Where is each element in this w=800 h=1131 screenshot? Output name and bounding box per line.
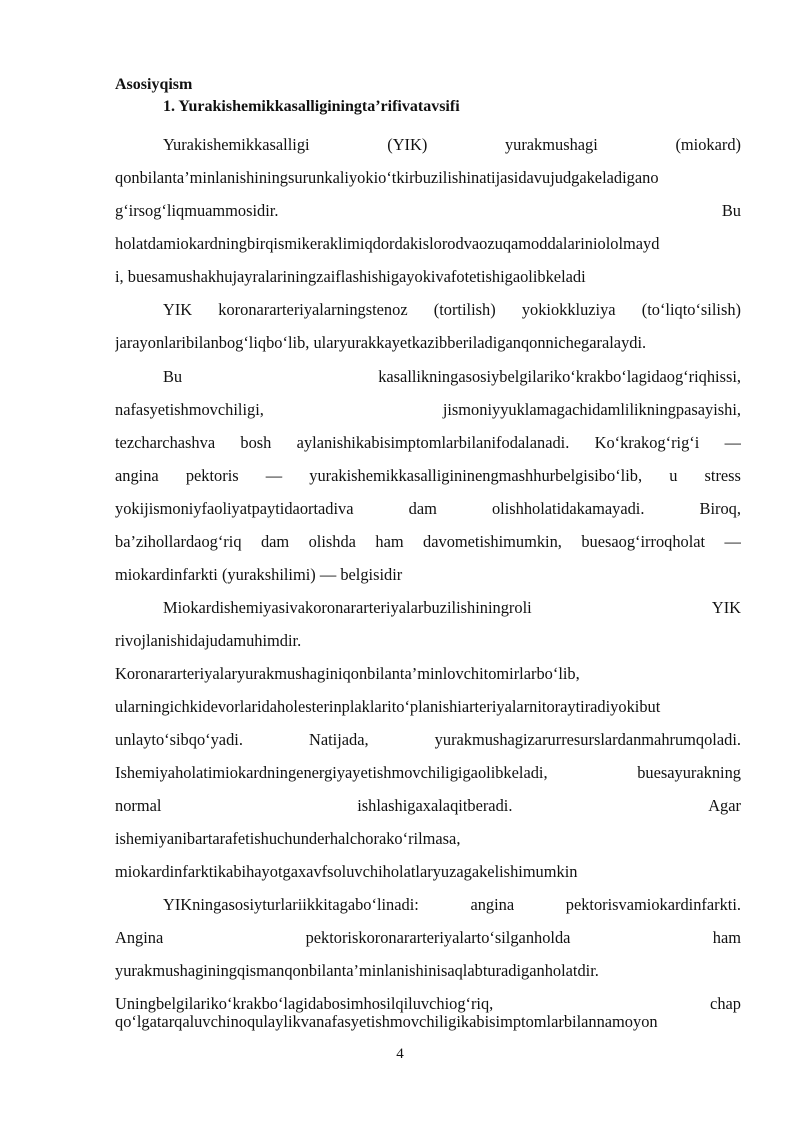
paragraph-line: Bu kasallikningasosiybelgilariko‘krakbo‘lagidaog‘riqhissi, bbox=[163, 367, 741, 386]
paragraph-line: g‘irsog‘liqmuammosidir. Bu bbox=[115, 201, 741, 220]
paragraph-line: yokijismoniyfaoliyatpaytidaortadiva dam olishholatidakamayadi. Biroq, bbox=[115, 499, 741, 518]
paragraph-line: unlayto‘sibqo‘yadi. Natijada, yurakmushagizarurresurslardanmahrumqoladi. bbox=[115, 730, 741, 749]
paragraph-line: normal ishlashigaxalaqitberadi. Agar bbox=[115, 796, 741, 815]
paragraph-line: tezcharchashva bosh aylanishikabisimptomlarbilanifodalanadi. Ko‘krakog‘rig‘i — bbox=[115, 433, 741, 452]
paragraph-line: ba’zihollardaog‘riq dam olishda ham davometishimumkin, buesaog‘irroqholat — bbox=[115, 532, 741, 551]
paragraph-line: ishemiyanibartarafetishuchunderhalchorako‘rilmasa, bbox=[115, 829, 461, 848]
paragraph-line: Uningbelgilariko‘krakbo‘lagidabosimhosilqiluvchiog‘riq, chap bbox=[115, 994, 741, 1013]
paragraph-line: miokardinfarktikabihayotgaxavfsoluvchiholatlaryuzagakelishimumkin bbox=[115, 862, 578, 881]
paragraph-line: rivojlanishidajudamuhimdir. bbox=[115, 631, 302, 650]
paragraph-line: Angina pektoriskoronararteriyalarto‘silganholda ham bbox=[115, 928, 741, 947]
page-number: 4 bbox=[396, 1046, 404, 1062]
section-heading: Asosiyqism bbox=[115, 76, 193, 93]
paragraph-line: Ishemiyaholatimiokardningenergiyayetishmovchiligigaolibkeladi, buesayurakning bbox=[115, 763, 741, 782]
subsection-heading: 1. Yurakishemikkasalliginingta’rifivatavsifi bbox=[163, 98, 460, 115]
paragraph-line: ularningichkidevorlaridaholesterinplaklarito‘planishiarteriyalarnitoraytiradiyokibut bbox=[115, 697, 661, 716]
paragraph-line: Yurakishemikkasalligi (YIK) yurakmushagi (miokard) bbox=[163, 135, 741, 154]
paragraph-line: qo‘lgatarqaluvchinoqulaylikvanafasyetishmovchiligikabisimptomlarbilannamoyon bbox=[115, 1012, 658, 1031]
paragraph-line: YIK koronararteriyalarningstenoz (tortilish) yokiokkluziya (to‘liqto‘silish) bbox=[163, 300, 741, 319]
paragraph-line: Miokardishemiyasivakoronararteriyalarbuzilishiningroli YIK bbox=[163, 598, 741, 617]
paragraph-line: holatdamiokardningbirqismikeraklimiqdordakislorodvaozuqamoddalariniololmayd bbox=[115, 234, 660, 253]
paragraph-line: qonbilanta’minlanishiningsurunkaliyokio‘tkirbuzilishinatijasidavujudgakeladigano bbox=[115, 168, 659, 187]
paragraph-line: nafasyetishmovchiligi, jismoniyyuklamagachidamlilikningpasayishi, bbox=[115, 400, 741, 419]
paragraph-line: Koronararteriyalaryurakmushaginiqonbilanta’minlovchitomirlarbo‘lib, bbox=[115, 664, 580, 683]
paragraph-line: jarayonlaribilanbog‘liqbo‘lib, ularyurakkayetkazibberiladiganqonnichegaralaydi. bbox=[115, 333, 647, 352]
paragraph-line: miokardinfarkti (yurakshilimi) — belgisidir bbox=[115, 565, 403, 584]
paragraph-line: i, buesamushakhujayralariningzaiflashishigayokivafotetishigaolibkeladi bbox=[115, 267, 586, 286]
paragraph-line: yurakmushaginingqismanqonbilanta’minlanishinisaqlabturadiganholatdir. bbox=[115, 961, 599, 980]
paragraph-line: YIKningasosiyturlariikkitagabo‘linadi: angina pektorisvamiokardinfarkti. bbox=[163, 895, 741, 914]
paragraph-line: angina pektoris — yurakishemikkasalligininengmashhurbelgisibo‘lib, u stress bbox=[115, 466, 741, 485]
